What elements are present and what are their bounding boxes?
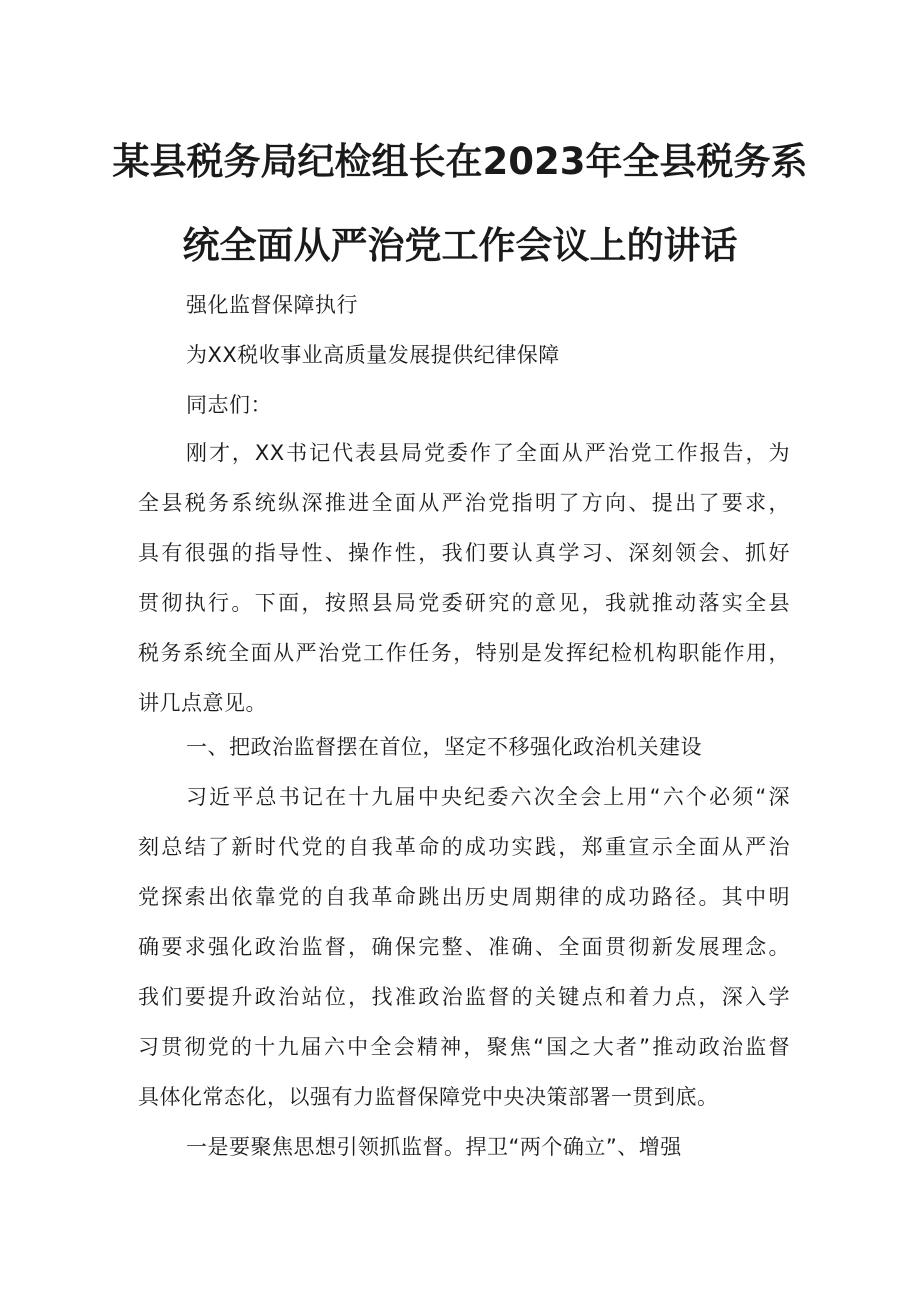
paragraph-2-line: 习近平总书记在十九届中央纪委六次全会上用“六个必须“深 xyxy=(186,785,790,809)
subtitle-line-2: 为XX税收事业高质量发展提供纪律保障 xyxy=(186,343,560,367)
paragraph-2-line: 党探索出依靠党的自我革命跳出历史周期律的成功路径。其中明 xyxy=(138,885,790,909)
salutation: 同志们： xyxy=(186,393,272,417)
paragraph-2-line: 刻总结了新时代党的自我革命的成功实践，郑重宣示全面从严治 xyxy=(138,835,790,859)
paragraph-2-line: 习贯彻党的十九届六中全会精神，聚焦“国之大者”推动政治监督 xyxy=(138,1035,790,1059)
paragraph-2-line: 我们要提升政治站位，找准政治监督的关键点和着力点，深入学 xyxy=(138,985,790,1009)
subtitle-line-1: 强化监督保障执行 xyxy=(186,293,358,317)
paragraph-1-line: 税务系统全面从严治党工作任务，特别是发挥纪检机构职能作用， xyxy=(138,641,790,665)
paragraph-1-line: 贯彻执行。下面，按照县局党委研究的意见，我就推动落实全县 xyxy=(138,591,790,615)
paragraph-2-line: 具体化常态化，以强有力监督保障党中央决策部署一贯到底。 xyxy=(138,1085,719,1109)
document-title-line-1: 某县税务局纪检组长在2023年全县税务系 xyxy=(112,140,808,183)
paragraph-1-line: 具有很强的指导性、操作性，我们要认真学习、深刻领会、抓好 xyxy=(138,541,790,565)
paragraph-1-line: 讲几点意见。 xyxy=(138,691,267,715)
document-title-line-2: 统全面从严治党工作会议上的讲话 xyxy=(182,224,738,267)
paragraph-1-line: 刚才，XX书记代表县局党委作了全面从严治党工作报告，为 xyxy=(186,441,790,465)
section-heading-1: 一、把政治监督摆在首位，坚定不移强化政治机关建设 xyxy=(186,735,702,759)
paragraph-3-line: 一是要聚焦思想引领抓监督。捍卫“两个确立”、增强 xyxy=(186,1135,682,1159)
paragraph-2-line: 确要求强化政治监督，确保完整、准确、全面贯彻新发展理念。 xyxy=(138,935,790,959)
paragraph-1-line: 全县税务系统纵深推进全面从严治党指明了方向、提出了要求， xyxy=(138,491,790,515)
